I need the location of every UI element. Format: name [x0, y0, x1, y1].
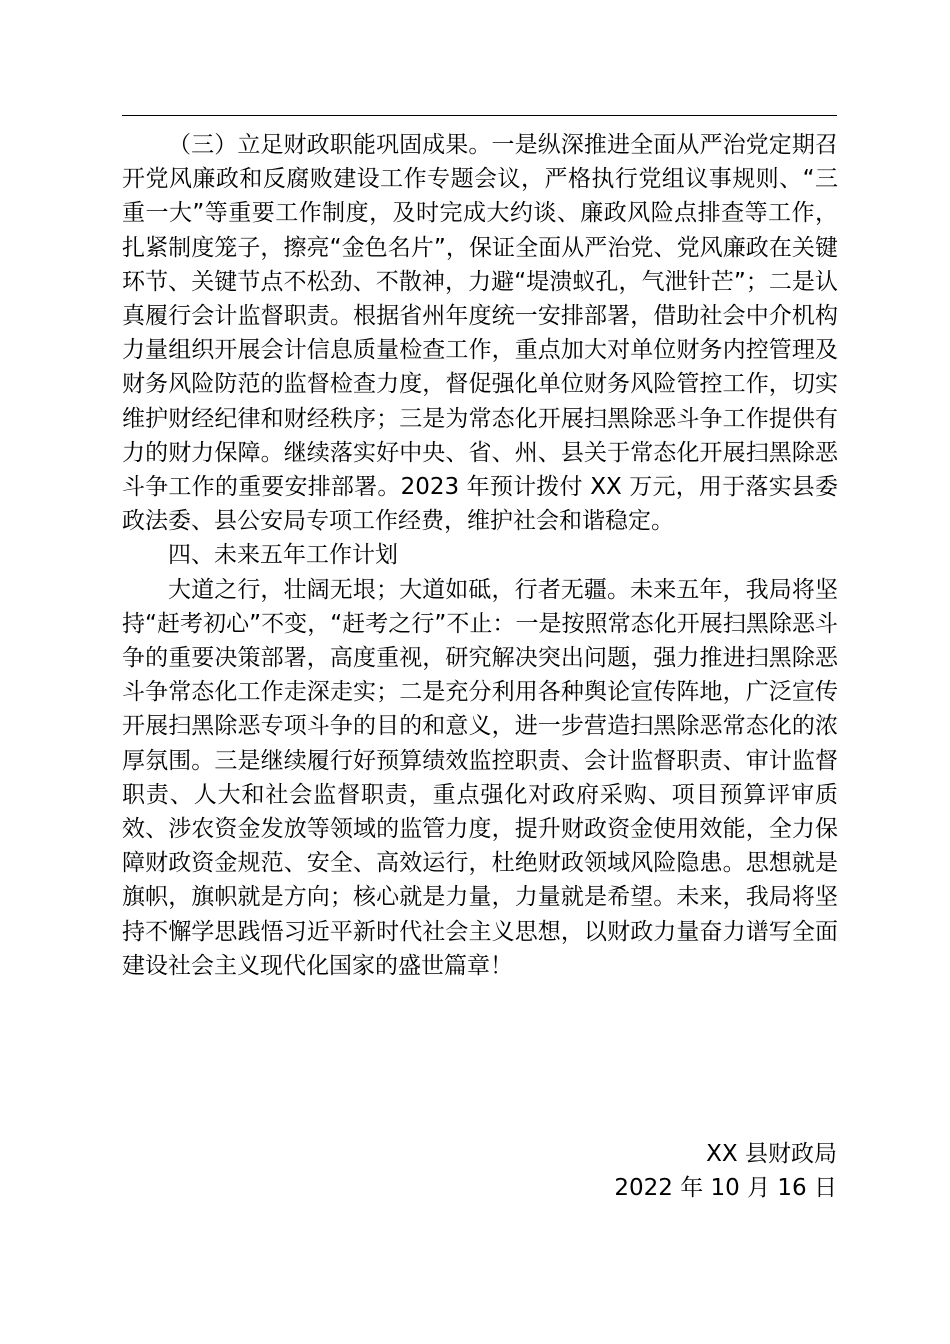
document-body	[122, 128, 838, 983]
section-heading-four: 四、未来五年工作计划	[168, 542, 398, 569]
signature-date: 2022 年 10 月 16 日	[614, 1175, 837, 1202]
paragraph-future-plan: 大道之行，壮阔无垠；大道如砥，行者无疆。未来五年，我局将坚持“赶考初心”不变，“赶考之行”不止：一是按照常态化开展扫黑除恶斗争的重要决策部署，高度重视，研究解决突出问题，强力推进扫黑除恶斗争常态化工作走深走实；二是充分利用各种舆论宣传阵地，广泛宣传开展扫黑除恶专项斗争的目的和意义，进一步营造扫黑除恶常态化的浓厚氛围。三是继续履行好预算绩效监控职责、会计监督职责、审计监督职责、人大和社会监督职责，重点强化对政府采购、项目预算评审质效、涉农资金发放等领域的监管力度，提升财政资金使用效能，全力保障财政资金规范、安全、高效运行，杜绝财政领域风险隐患。思想就是旗帜，旗帜就是方向；核心就是力量，力量就是希望。未来，我局将坚持不懈学思践悟习近平新时代社会主义思想，以财政力量奋力谱写全面建设社会主义现代化国家的盛世篇章！	[122, 576, 838, 979]
signature-organization: XX 县财政局	[706, 1141, 837, 1167]
paragraph-section-three: （三）立足财政职能巩固成果。一是纵深推进全面从严治党定期召开党风廉政和反腐败建设工作专题会议，严格执行党组议事规则、“三重一大”等重要工作制度，及时完成大约谈、廉政风险点排查等工作，扎紧制度笼子，擦亮“金色名片”，保证全面从严治党、党风廉政在关键环节、关键节点不松劲、不散神，力避“堤溃蚁孔，气泄针芒”；二是认真履行会计监督职责。根据省州年度统一安排部署，借助社会中介机构力量组织开展会计信息质量检查工作，重点加大对单位财务内控管理及财务风险防范的监督检查力度，督促强化单位财务风险管控工作，切实维护财经纪律和财经秩序；三是为常态化开展扫黑除恶斗争工作提供有力的财力保障。继续落实好中央、省、州、县关于常态化开展扫黑除恶斗争工作的重要安排部署。2023 年预计拨付 XX 万元，用于落实县委政法委、县公安局专项工作经费，维护社会和谐稳定。	[122, 132, 838, 535]
header-rule	[122, 115, 837, 116]
signature-block	[614, 1137, 837, 1205]
